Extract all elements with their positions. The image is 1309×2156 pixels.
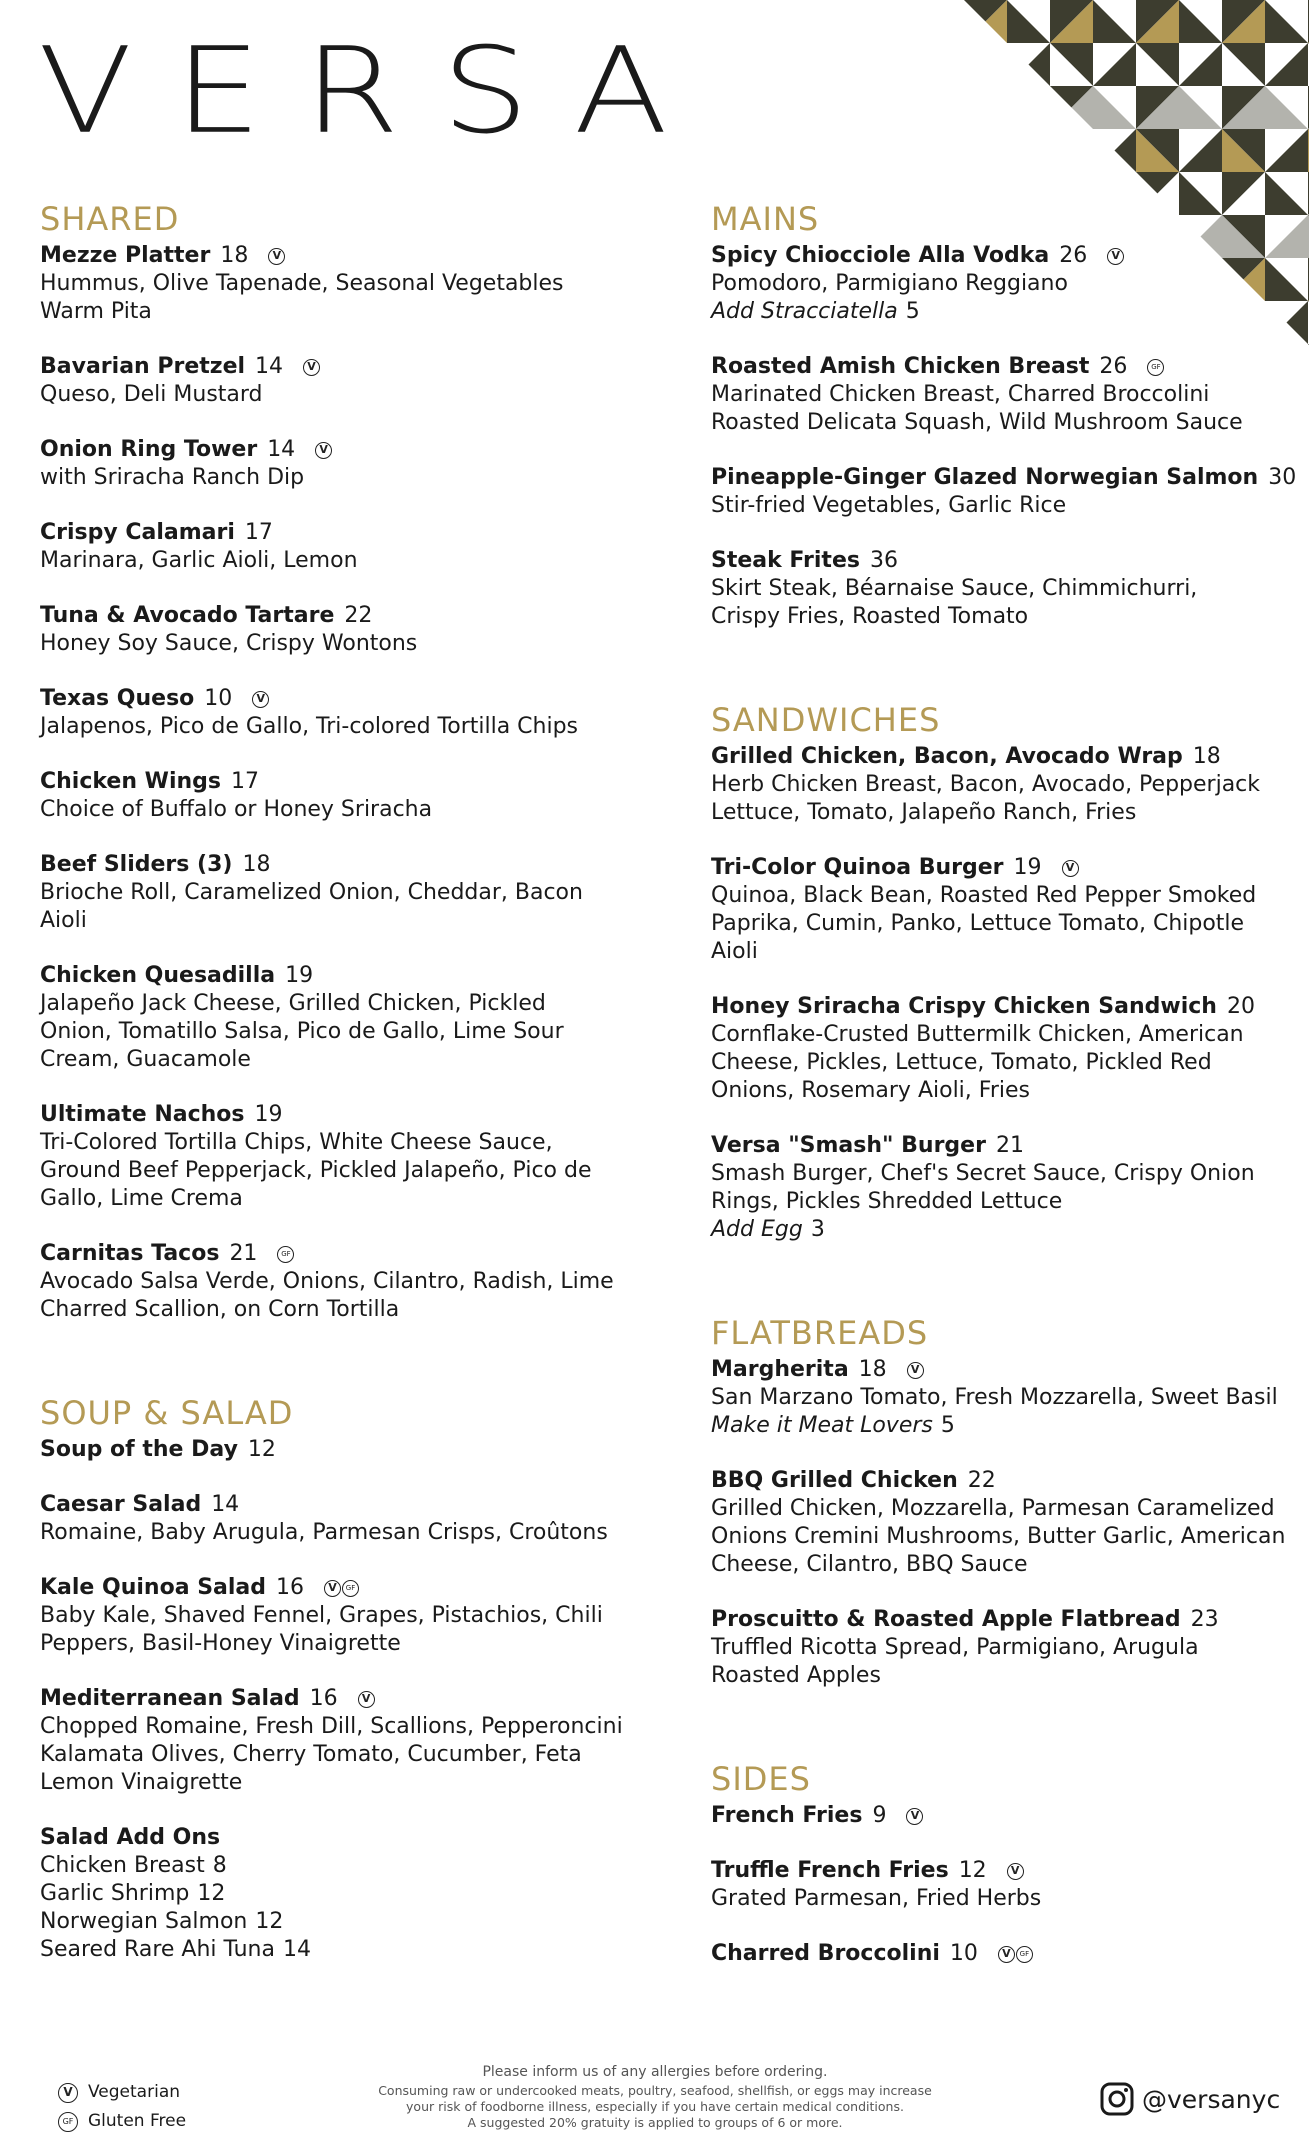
notice-line-2: Consuming raw or undercooked meats, poultry, seafood, shellfish, or eggs may increase xyxy=(378,2083,932,2098)
section-title: MAINS xyxy=(711,200,820,238)
menu-item-description: Jalapeño Jack Cheese, Grilled Chicken, Pickled Onion, Tomatillo Salsa, Pico de Gallo, Lime Sour Cream, Guacamole xyxy=(40,991,564,1072)
menu-item xyxy=(40,1491,640,1547)
left-column xyxy=(40,200,640,2034)
section-title: SIDES xyxy=(711,1760,811,1798)
menu-item-header xyxy=(40,1101,640,1129)
menu-item-description: Pomodoro, Parmigiano Reggiano xyxy=(711,271,1068,296)
menu-item-name: Onion Ring Tower xyxy=(40,437,258,462)
menu-item-name: Margherita xyxy=(711,1357,849,1382)
menu-item xyxy=(40,685,640,741)
menu-item-header xyxy=(711,993,1301,1021)
menu-item-header xyxy=(711,1467,1301,1495)
section-soup-salad xyxy=(40,1394,640,1964)
vegetarian-icon: V xyxy=(315,442,332,459)
menu-item xyxy=(711,743,1301,827)
menu-item-header xyxy=(40,1685,640,1713)
menu-item-header xyxy=(40,436,640,464)
pattern-tile xyxy=(1050,129,1093,172)
menu-item-description: Avocado Salsa Verde, Onions, Cilantro, Radish, Lime Charred Scallion, on Corn Tortilla xyxy=(40,1269,614,1322)
menu-item-price: 22 xyxy=(344,603,373,628)
menu-item xyxy=(40,1685,640,1797)
menu-item-price: 18 xyxy=(242,852,271,877)
menu-item-description: Brioche Roll, Caramelized Onion, Cheddar, Bacon Aioli xyxy=(40,880,583,933)
menu-item-description: Hummus, Olive Tapenade, Seasonal Vegetables Warm Pita xyxy=(40,271,564,324)
pattern-tile xyxy=(964,129,1007,172)
section-title: SANDWICHES xyxy=(711,701,941,739)
addon-label: Add Egg xyxy=(711,1217,803,1242)
menu-item-name: Spicy Chiocciole Alla Vodka xyxy=(711,243,1050,268)
menu-item-price: 18 xyxy=(220,243,249,268)
right-column xyxy=(711,200,1301,2038)
menu-item-price: 16 xyxy=(276,1575,305,1600)
menu-item-price: 16 xyxy=(309,1686,338,1711)
dietary-badges xyxy=(268,248,285,265)
menu-item-name: Steak Frites xyxy=(711,548,860,573)
menu-item-description: Choice of Buffalo or Honey Sriracha xyxy=(40,797,433,822)
menu-item-description: Tri-Colored Tortilla Chips, White Cheese Sauce, Ground Beef Pepperjack, Pickled Jalapeño, Pico de Gallo, Lime Crema xyxy=(40,1130,592,1211)
menu-item-header xyxy=(711,1132,1301,1160)
menu-item-name: Tri-Color Quinoa Burger xyxy=(711,855,1004,880)
salad-addon-price: 8 xyxy=(212,1853,227,1878)
menu-item-header xyxy=(40,851,640,879)
menu-item-name: Chicken Wings xyxy=(40,769,221,794)
menu-item-header xyxy=(711,242,1301,270)
menu-item xyxy=(711,1132,1301,1244)
menu-item-description: Quinoa, Black Bean, Roasted Red Pepper Smoked Paprika, Cumin, Panko, Lettuce Tomato, Chipotle Aioli xyxy=(711,883,1257,964)
menu-item-header xyxy=(711,1857,1301,1885)
menu-item-name: Mediterranean Salad xyxy=(40,1686,300,1711)
menu-item xyxy=(40,436,640,492)
vegetarian-icon: V xyxy=(324,1580,341,1597)
section-sandwiches xyxy=(711,701,1301,1244)
pattern-tile xyxy=(1007,129,1050,172)
menu-item-name: Soup of the Day xyxy=(40,1437,238,1462)
dietary-badges xyxy=(1062,860,1079,877)
menu-item-description: Stir-fried Vegetables, Garlic Rice xyxy=(711,493,1067,518)
menu-item-price: 12 xyxy=(958,1858,987,1883)
menu-item-price: 22 xyxy=(967,1468,996,1493)
menu-item-addon xyxy=(711,298,1301,326)
menu-item-name: Roasted Amish Chicken Breast xyxy=(711,354,1090,379)
notice-line-1: Please inform us of any allergies before ordering. xyxy=(482,2064,828,2080)
menu-item-header xyxy=(711,1606,1301,1634)
menu-item xyxy=(711,854,1301,966)
legend-vegetarian xyxy=(58,2078,186,2107)
menu-item xyxy=(711,1857,1301,1913)
menu-item-price: 17 xyxy=(230,769,259,794)
menu-item-price: 18 xyxy=(1192,744,1221,769)
menu-item-name: Honey Sriracha Crispy Chicken Sandwich xyxy=(711,994,1217,1019)
menu-item-name: Mezze Platter xyxy=(40,243,211,268)
dietary-badges xyxy=(315,442,332,459)
pattern-tile xyxy=(964,43,1007,86)
menu-item-description: Romaine, Baby Arugula, Parmesan Crisps, Croûtons xyxy=(40,1520,608,1545)
section-title: FLATBREADS xyxy=(711,1314,929,1352)
menu-item-price: 23 xyxy=(1190,1607,1219,1632)
menu-item-price: 14 xyxy=(255,354,284,379)
pattern-tile xyxy=(964,43,1007,86)
salad-addon-price: 14 xyxy=(282,1937,311,1962)
menu-item xyxy=(40,1824,640,1964)
vegetarian-icon: V xyxy=(1107,248,1124,265)
menu-item-header xyxy=(711,1356,1301,1384)
menu-item-header xyxy=(40,602,640,630)
menu-item-description: Chopped Romaine, Fresh Dill, Scallions, Pepperoncini Kalamata Olives, Cherry Tomato, Cucumber, Feta Lemon Vinaigrette xyxy=(40,1714,623,1795)
menu-item-header xyxy=(711,547,1301,575)
pattern-tile xyxy=(1007,129,1050,172)
menu-item-name: Charred Broccolini xyxy=(711,1941,940,1966)
addon-price: 3 xyxy=(810,1217,825,1242)
salad-addon-price: 12 xyxy=(197,1881,226,1906)
menu-item-header xyxy=(40,519,640,547)
menu-item-name: Texas Queso xyxy=(40,686,195,711)
addon-price: 5 xyxy=(905,299,920,324)
menu-item-price: 30 xyxy=(1268,465,1297,490)
menu-item xyxy=(40,242,640,326)
menu-item-description: Marinated Chicken Breast, Charred Broccolini Roasted Delicata Squash, Wild Mushroom Sauce xyxy=(711,382,1243,435)
menu-item-header xyxy=(40,353,640,381)
menu-item xyxy=(40,851,640,935)
vegetarian-icon: V xyxy=(58,2083,78,2103)
menu-item-name: Pineapple-Ginger Glazed Norwegian Salmon xyxy=(711,465,1259,490)
pattern-tile xyxy=(1050,129,1093,172)
menu-item xyxy=(711,1467,1301,1579)
menu-item xyxy=(711,1940,1301,1968)
menu-item-header xyxy=(40,242,640,270)
menu-item xyxy=(711,242,1301,326)
menu-item-price: 21 xyxy=(229,1241,258,1266)
section-sides xyxy=(711,1760,1301,1968)
menu-item-price: 26 xyxy=(1059,243,1088,268)
vegetarian-icon: V xyxy=(268,248,285,265)
dietary-badges xyxy=(907,1362,924,1379)
gluten-free-icon: GF xyxy=(1016,1946,1033,1963)
notice-line-3: your risk of foodborne illness, especially if you have certain medical conditions. xyxy=(406,2099,904,2114)
menu-item xyxy=(40,1574,640,1658)
menu-item-name: BBQ Grilled Chicken xyxy=(711,1468,958,1493)
instagram-link[interactable] xyxy=(1100,2082,1280,2116)
menu-item xyxy=(711,1356,1301,1440)
menu-item-name: Beef Sliders (3) xyxy=(40,852,233,877)
section-shared xyxy=(40,200,640,1324)
vegetarian-icon: V xyxy=(998,1946,1015,1963)
menu-item-header xyxy=(711,1802,1301,1830)
menu-item xyxy=(711,1606,1301,1690)
section-title: SOUP & SALAD xyxy=(40,1394,294,1432)
menu-item-addon xyxy=(711,1412,1301,1440)
pattern-tile xyxy=(964,129,1007,172)
instagram-icon xyxy=(1100,2082,1134,2116)
menu-item-description: Grilled Chicken, Mozzarella, Parmesan Caramelized Onions Cremini Mushrooms, Butter Garlic, American Cheese, Cilantro, BBQ Sauce xyxy=(711,1496,1286,1577)
dietary-badges xyxy=(303,359,320,376)
salad-addon-price: 12 xyxy=(255,1909,284,1934)
vegetarian-icon: V xyxy=(358,1691,375,1708)
menu-item-price: 9 xyxy=(872,1803,887,1828)
salad-addon-label: Garlic Shrimp xyxy=(40,1881,190,1906)
footer xyxy=(0,2060,1309,2150)
menu-item-header xyxy=(40,768,640,796)
menu-item-header xyxy=(711,743,1301,771)
menu-item-price: 14 xyxy=(211,1492,240,1517)
dietary-badges xyxy=(1107,248,1124,265)
pattern-tile xyxy=(964,86,1007,129)
menu-item-price: 10 xyxy=(949,1941,978,1966)
gluten-free-icon: GF xyxy=(1147,359,1164,376)
menu-item-description: Grated Parmesan, Fried Herbs xyxy=(711,1886,1042,1911)
menu-item-header xyxy=(40,1824,640,1852)
salad-addon-row xyxy=(40,1852,640,1880)
vegetarian-icon: V xyxy=(1007,1863,1024,1880)
menu-item xyxy=(40,1101,640,1213)
menu-item-description: Jalapenos, Pico de Gallo, Tri-colored Tortilla Chips xyxy=(40,714,579,739)
menu-item-name: Grilled Chicken, Bacon, Avocado Wrap xyxy=(711,744,1183,769)
menu-item-description: Truffled Ricotta Spread, Parmigiano, Arugula Roasted Apples xyxy=(711,1635,1199,1688)
gluten-free-icon: GF xyxy=(277,1246,294,1263)
menu-item-name: French Fries xyxy=(711,1803,863,1828)
menu-item-name: Salad Add Ons xyxy=(40,1825,221,1850)
menu-item-name: Crispy Calamari xyxy=(40,520,235,545)
menu-item-price: 18 xyxy=(858,1357,887,1382)
dietary-badges xyxy=(358,1691,375,1708)
legend-vegetarian-label: Vegetarian xyxy=(88,2082,181,2102)
vegetarian-icon: V xyxy=(907,1362,924,1379)
vegetarian-icon: V xyxy=(1062,860,1079,877)
salad-addon-row xyxy=(40,1936,640,1964)
menu-item-header xyxy=(711,854,1301,882)
salad-addon-label: Norwegian Salmon xyxy=(40,1909,248,1934)
menu-item-description: with Sriracha Ranch Dip xyxy=(40,465,305,490)
dietary-legend xyxy=(58,2078,186,2136)
vegetarian-icon: V xyxy=(906,1808,923,1825)
menu-item xyxy=(40,353,640,409)
legend-gluten-free-label: Gluten Free xyxy=(88,2111,187,2131)
menu-item-header xyxy=(711,1940,1301,1968)
dietary-badges xyxy=(906,1808,923,1825)
menu-item xyxy=(40,1436,640,1464)
menu-item-price: 12 xyxy=(247,1437,276,1462)
addon-label: Make it Meat Lovers xyxy=(711,1413,933,1438)
menu-item-addon xyxy=(711,1216,1301,1244)
menu-item-name: Caesar Salad xyxy=(40,1492,202,1517)
legend-gluten-free xyxy=(58,2107,186,2136)
menu-item-header xyxy=(40,1436,640,1464)
menu-item xyxy=(40,1240,640,1324)
menu-item-header xyxy=(711,353,1301,381)
menu-item-price: 17 xyxy=(244,520,273,545)
menu-item xyxy=(711,547,1301,631)
menu-item-header xyxy=(40,962,640,990)
menu-item-description: Marinara, Garlic Aioli, Lemon xyxy=(40,548,358,573)
menu-item-price: 19 xyxy=(254,1102,283,1127)
addon-price: 5 xyxy=(940,1413,955,1438)
menu-item-name: Ultimate Nachos xyxy=(40,1102,245,1127)
menu-item-description: Queso, Deli Mustard xyxy=(40,382,263,407)
menu-item-price: 14 xyxy=(267,437,296,462)
menu-item-price: 21 xyxy=(995,1133,1024,1158)
menu-item xyxy=(711,1802,1301,1830)
menu-item-header xyxy=(40,1240,640,1268)
salad-addon-row xyxy=(40,1880,640,1908)
section-mains xyxy=(711,200,1301,631)
menu-item-header xyxy=(40,1574,640,1602)
menu-item-description: Smash Burger, Chef's Secret Sauce, Crispy Onion Rings, Pickles Shredded Lettuce xyxy=(711,1161,1255,1214)
menu-item-description: Baby Kale, Shaved Fennel, Grapes, Pistachios, Chili Peppers, Basil-Honey Vinaigrette xyxy=(40,1603,603,1656)
menu-item-name: Chicken Quesadilla xyxy=(40,963,276,988)
menu-item-price: 10 xyxy=(204,686,233,711)
menu-item xyxy=(40,602,640,658)
menu-item-name: Tuna & Avocado Tartare xyxy=(40,603,335,628)
menu-item-price: 19 xyxy=(1013,855,1042,880)
menu-item-name: Versa "Smash" Burger xyxy=(711,1133,986,1158)
menu-item-description: Honey Soy Sauce, Crispy Wontons xyxy=(40,631,418,656)
versa-logo: VERSA xyxy=(38,21,711,161)
menu-item-price: 19 xyxy=(285,963,314,988)
menu-item xyxy=(711,993,1301,1105)
dietary-badges xyxy=(252,691,269,708)
menu-item-name: Carnitas Tacos xyxy=(40,1241,220,1266)
dietary-badges xyxy=(277,1246,294,1263)
pattern-tile xyxy=(964,86,1007,129)
menu-item-header xyxy=(40,1491,640,1519)
pattern-tile xyxy=(1007,86,1050,129)
allergy-notice xyxy=(330,2064,980,2131)
menu-item-description: San Marzano Tomato, Fresh Mozzarella, Sweet Basil xyxy=(711,1385,1278,1410)
menu-item xyxy=(711,353,1301,437)
menu-item-name: Bavarian Pretzel xyxy=(40,354,246,379)
menu-item-description: Skirt Steak, Béarnaise Sauce, Chimmichurri, Crispy Fries, Roasted Tomato xyxy=(711,576,1198,629)
salad-addon-label: Chicken Breast xyxy=(40,1853,205,1878)
notice-line-4: A suggested 20% gratuity is applied to groups of 6 or more. xyxy=(467,2115,843,2130)
dietary-badges xyxy=(998,1946,1033,1963)
menu-item-header xyxy=(711,464,1301,492)
salad-addon-label: Seared Rare Ahi Tuna xyxy=(40,1937,275,1962)
menu-item-name: Truffle French Fries xyxy=(711,1858,949,1883)
menu-item xyxy=(711,464,1301,520)
dietary-badges xyxy=(324,1580,359,1597)
pattern-tile xyxy=(1007,86,1050,129)
menu-item-description: Cornflake-Crusted Buttermilk Chicken, American Cheese, Pickles, Lettuce, Tomato, Pickled Red Onions, Rosemary Aioli, Fries xyxy=(711,1022,1244,1103)
addon-label: Add Stracciatella xyxy=(711,299,898,324)
dietary-badges xyxy=(1147,359,1164,376)
gluten-free-icon: GF xyxy=(342,1580,359,1597)
menu-item-name: Proscuitto & Roasted Apple Flatbread xyxy=(711,1607,1181,1632)
vegetarian-icon: V xyxy=(303,359,320,376)
menu-item-description: Herb Chicken Breast, Bacon, Avocado, Pepperjack Lettuce, Tomato, Jalapeño Ranch, Fries xyxy=(711,772,1261,825)
menu-item-price: 36 xyxy=(869,548,898,573)
vegetarian-icon: V xyxy=(252,691,269,708)
section-title: SHARED xyxy=(40,200,180,238)
menu-item xyxy=(40,519,640,575)
section-flatbreads xyxy=(711,1314,1301,1690)
menu-item xyxy=(40,962,640,1074)
menu-item-name: Kale Quinoa Salad xyxy=(40,1575,267,1600)
social-handle: @versanyc xyxy=(1142,2084,1281,2114)
menu-item xyxy=(40,768,640,824)
salad-addon-row xyxy=(40,1908,640,1936)
gluten-free-icon: GF xyxy=(58,2112,78,2132)
menu-item-price: 26 xyxy=(1099,354,1128,379)
dietary-badges xyxy=(1007,1863,1024,1880)
menu-item-header xyxy=(40,685,640,713)
menu-item-price: 20 xyxy=(1226,994,1255,1019)
